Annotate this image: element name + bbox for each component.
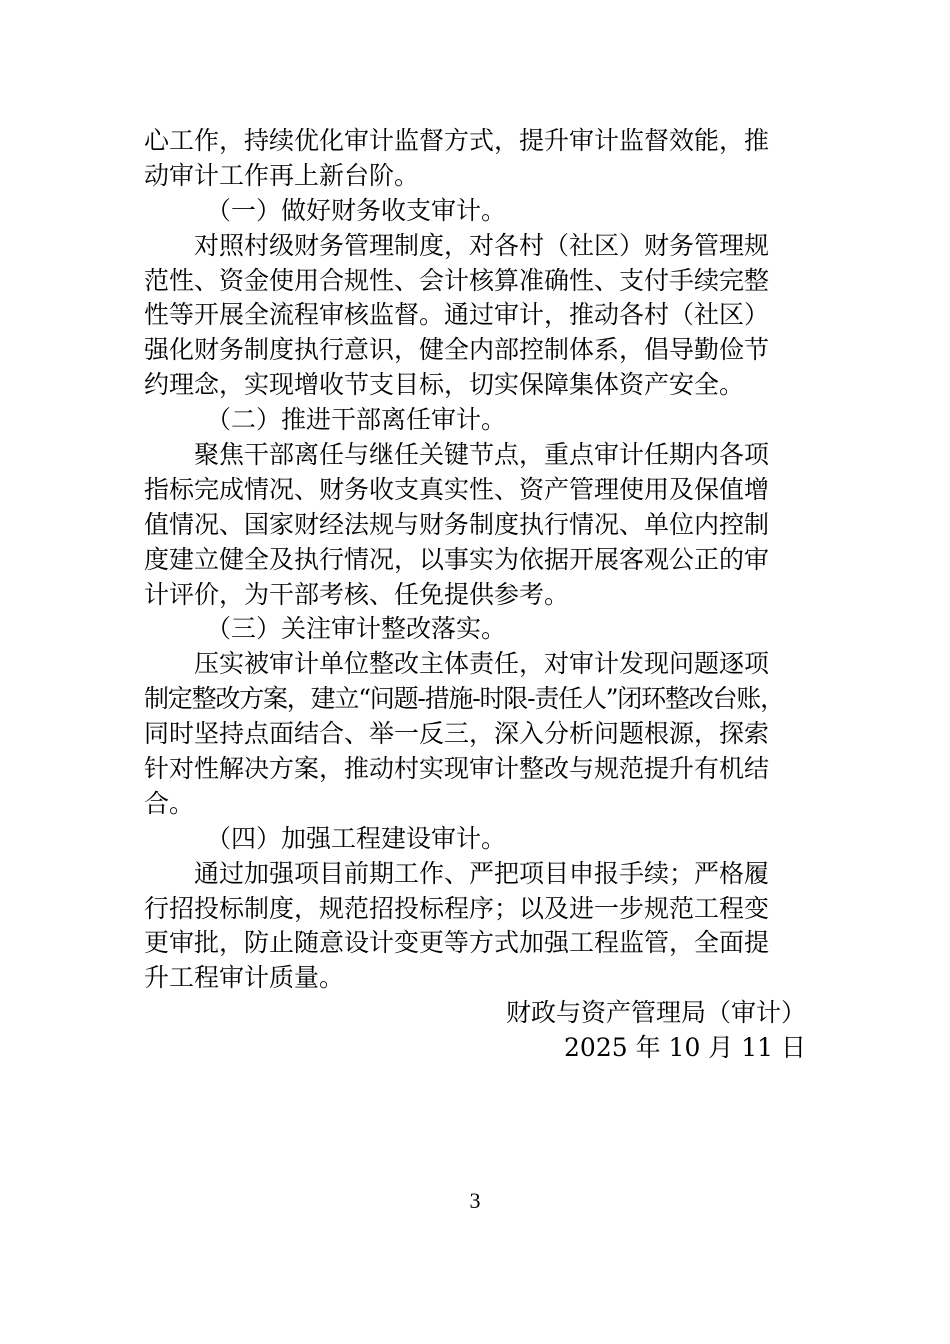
body-line: 度建立健全及执行情况，以事实为依据开展客观公正的审 — [144, 544, 770, 574]
paragraph-first-line: 对照村级财务管理制度，对各村（社区）财务管理规 — [194, 230, 770, 260]
signature-organization: 财政与资产管理局（审计） — [505, 998, 806, 1028]
body-line: 性等开展全流程审核监督。通过审计，推动各村（社区） — [144, 300, 770, 330]
body-line: 值情况、国家财经法规与财务制度执行情况、单位内控制 — [144, 509, 770, 539]
body-line: 合。 — [144, 788, 195, 818]
section-heading-4: （四）加强工程建设审计。 — [206, 823, 507, 853]
signature-date: 2025 年 10 月 11 日 — [564, 1033, 806, 1063]
section-heading-2: （二）推进干部离任审计。 — [206, 405, 507, 435]
section-heading-3: （三）关注审计整改落实。 — [206, 614, 507, 644]
body-line: 同时坚持点面结合、举一反三，深入分析问题根源，探索 — [144, 719, 770, 749]
body-line: 行招投标制度，规范招投标程序；以及进一步规范工程变 — [144, 893, 770, 923]
body-line: 约理念，实现增收节支目标，切实保障集体资产安全。 — [144, 370, 745, 400]
paragraph-first-line: 压实被审计单位整改主体责任，对审计发现问题逐项 — [194, 649, 770, 679]
body-line: 更审批，防止随意设计变更等方式加强工程监管，全面提 — [144, 928, 770, 958]
paragraph-first-line: 通过加强项目前期工作、严把项目申报手续；严格履 — [194, 858, 770, 888]
body-line: 制定整改方案，建立“问题-措施-时限-责任人”闭环整改台账， — [144, 684, 784, 714]
body-line: 范性、资金使用合规性、会计核算准确性、支付手续完整 — [144, 265, 770, 295]
body-line: 强化财务制度执行意识，健全内部控制体系，倡导勤俭节 — [144, 335, 770, 365]
body-line: 针对性解决方案，推动村实现审计整改与规范提升有机结 — [144, 754, 770, 784]
body-line: 心工作，持续优化审计监督方式，提升审计监督效能，推 — [144, 126, 770, 155]
document-body — [144, 124, 806, 1066]
section-heading-1: （一）做好财务收支审计。 — [206, 195, 507, 225]
body-line: 升工程审计质量。 — [144, 963, 345, 993]
paragraph-first-line: 聚焦干部离任与继任关键节点，重点审计任期内各项 — [194, 440, 770, 470]
body-line: 动审计工作再上新台阶。 — [144, 160, 420, 190]
page-number: 3 — [469, 1188, 481, 1213]
body-line: 指标完成情况、财务收支真实性、资产管理使用及保值增 — [144, 474, 770, 504]
body-line: 计评价，为干部考核、任免提供参考。 — [144, 579, 570, 609]
